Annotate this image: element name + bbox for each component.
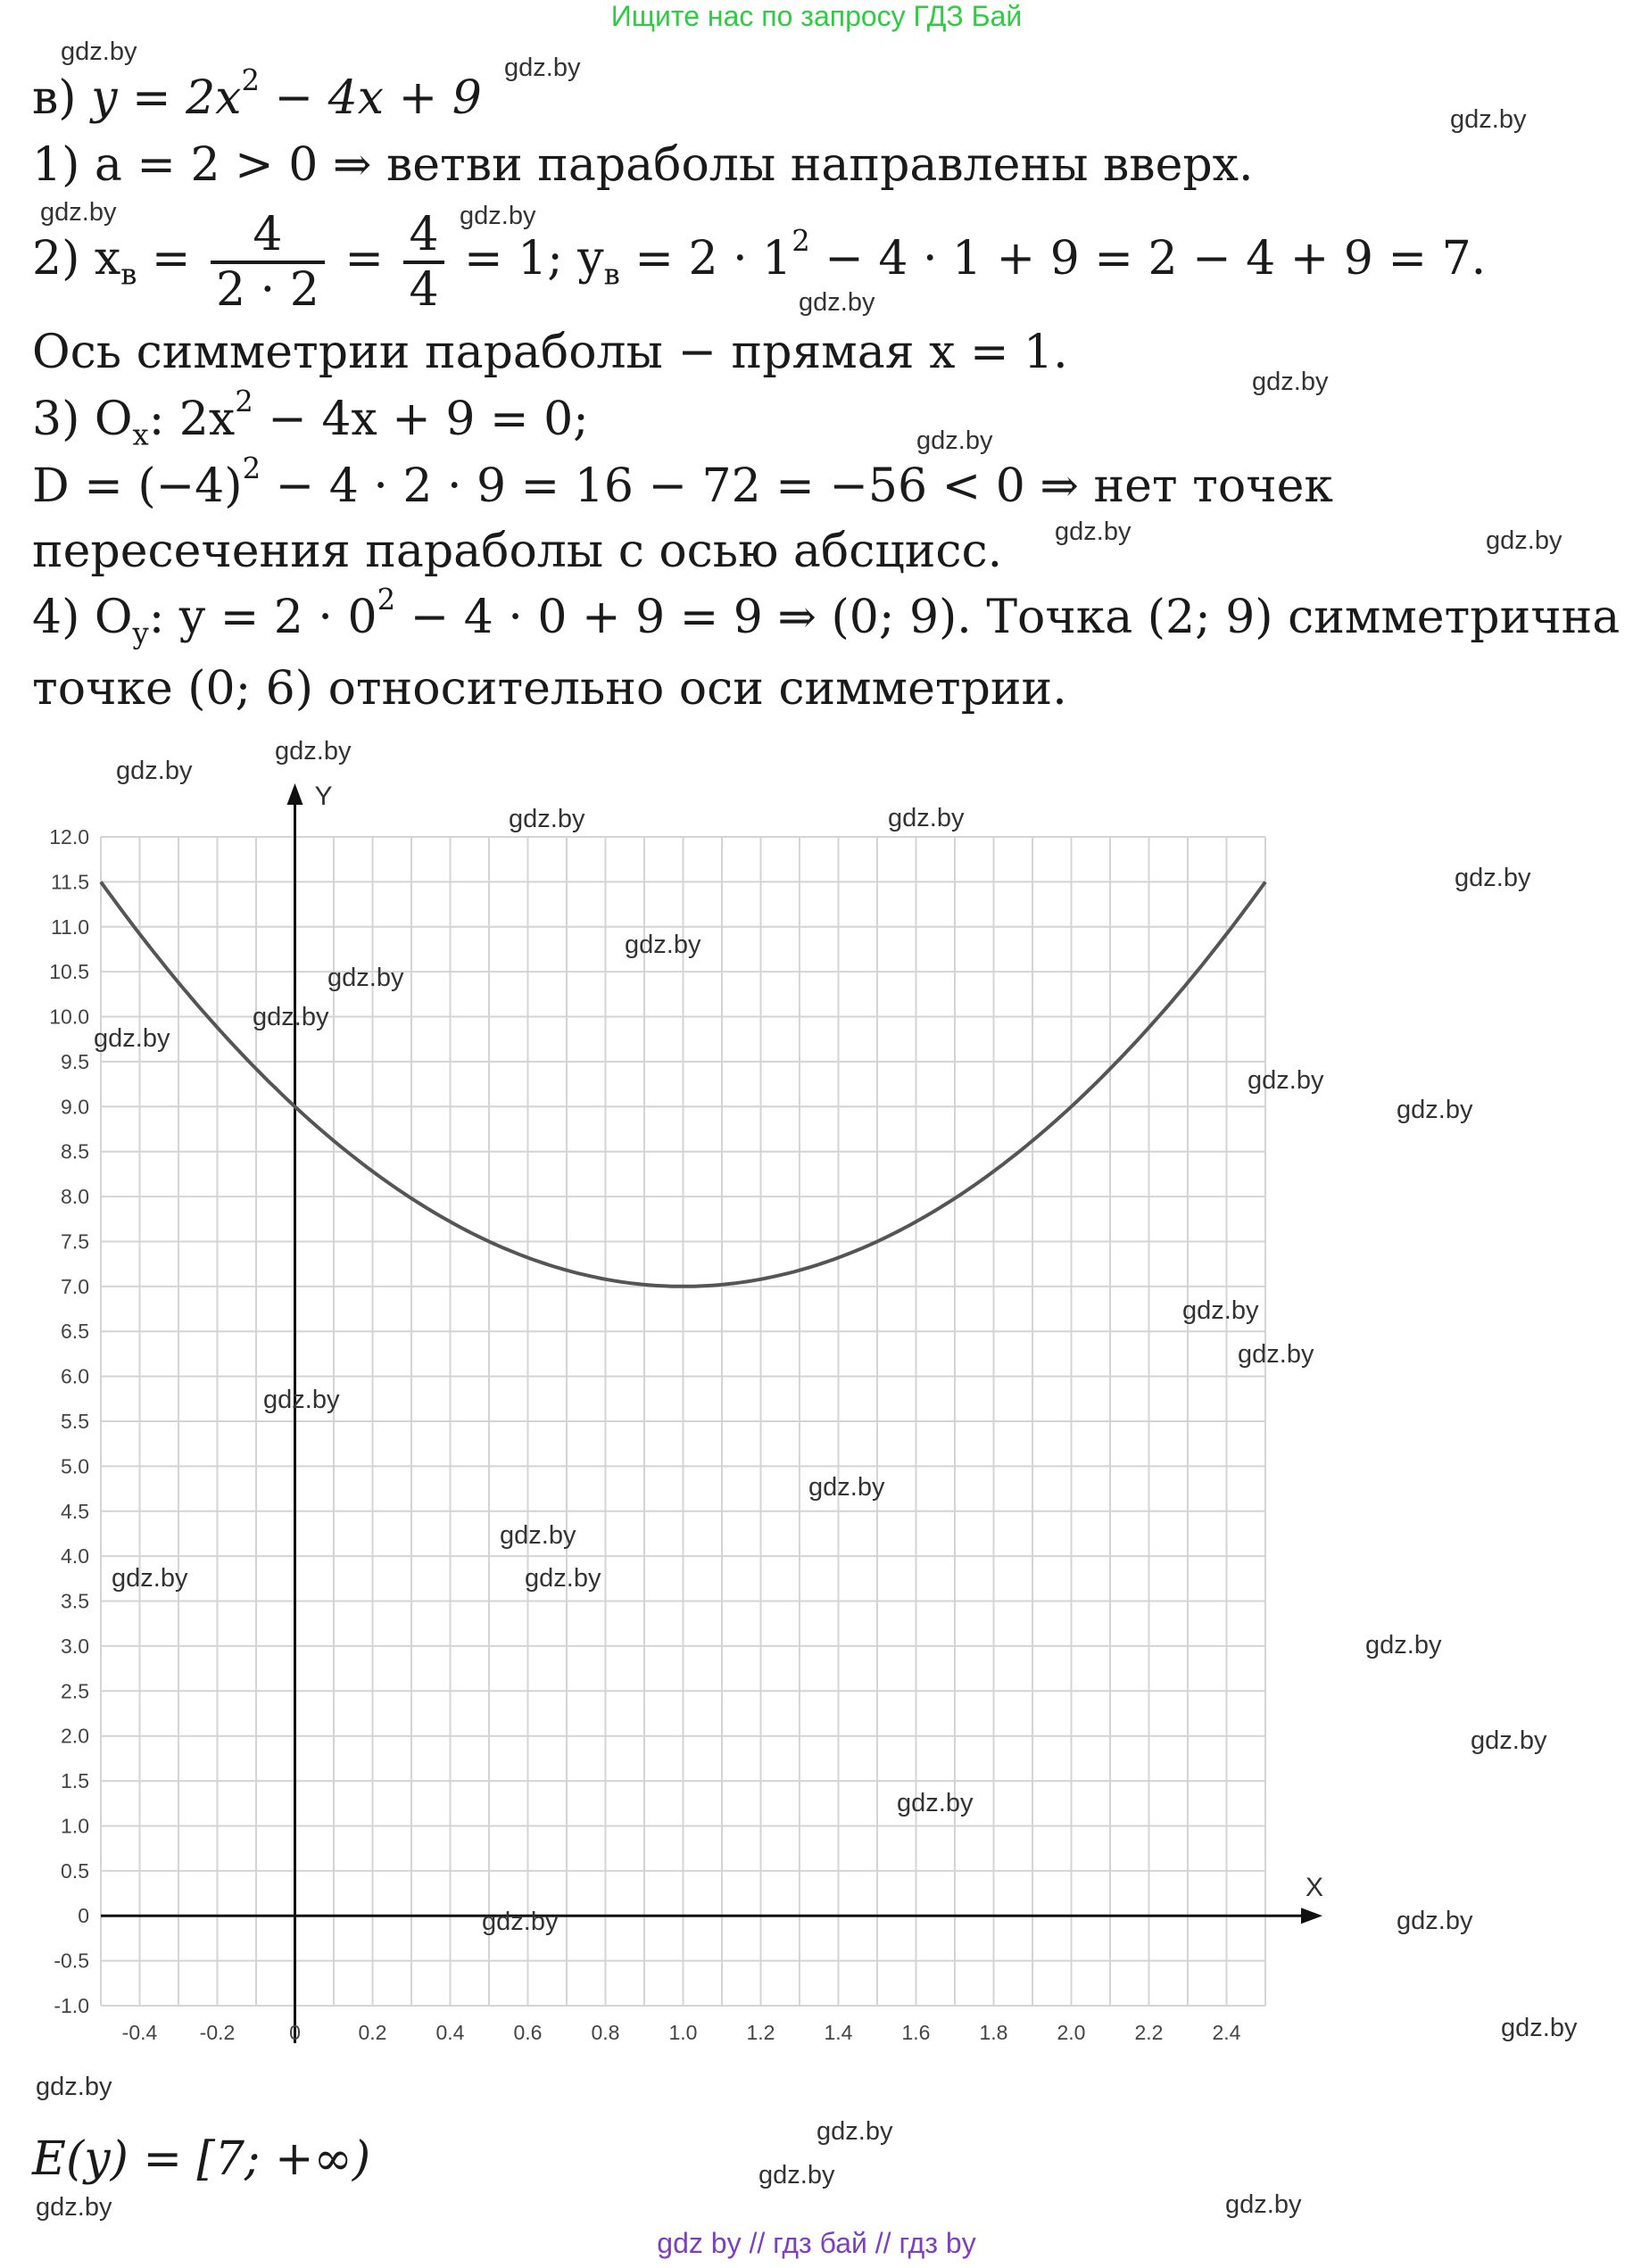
y-tick-label: 0.5 [61, 1858, 89, 1883]
watermark-text: gdz.by [112, 1564, 188, 1593]
watermark-text: gdz.by [1055, 517, 1131, 546]
x-tick-label: 0.8 [591, 2021, 620, 2044]
watermark-text: gdz.by [509, 805, 585, 833]
exponent: 2 [792, 224, 810, 259]
watermark-text: gdz.by [808, 1473, 885, 1502]
y-tick-label: 0 [78, 1904, 89, 1928]
y-axis-label: Y [314, 782, 333, 811]
no-intersection-line: пересечения параболы с осью абсцисс. [32, 525, 1003, 578]
watermark-text: gdz.by [888, 804, 965, 832]
y-tick-label: -1.0 [54, 1994, 89, 2017]
watermark-text: gdz.by [116, 757, 193, 785]
y-tick-label: 9.0 [61, 1095, 89, 1119]
parabola-chart [0, 767, 1633, 2052]
watermark-text: gdz.by [1252, 368, 1329, 396]
range-answer [32, 2132, 370, 2186]
axis-of-symmetry-line: Ось симметрии параболы − прямая x = 1. [32, 326, 1068, 379]
ox-label: 3) O [32, 393, 133, 446]
y-tick-label: 5.0 [61, 1454, 89, 1478]
range-text: E(y) = [7; +∞) [32, 2132, 371, 2186]
watermark-text: gdz.by [1182, 1296, 1259, 1325]
step-2-line [32, 201, 1486, 317]
y-tick-label: 12.0 [49, 825, 89, 848]
fraction-1-den: 2 · 2 [216, 262, 319, 317]
watermark-text: gdz.by [758, 2161, 835, 2189]
watermark-text: gdz.by [1455, 864, 1531, 892]
watermark-text: gdz.by [36, 2193, 112, 2222]
task-line-function [32, 63, 482, 125]
x-tick-label: 2.2 [1134, 2021, 1164, 2044]
watermark-text: gdz.by [897, 1789, 974, 1817]
y-tick-label: 10.0 [49, 1005, 89, 1029]
x-tick-label: 1.2 [746, 2021, 775, 2044]
vertex-y-result: − 4 · 1 + 9 = 2 − 4 + 9 = 7. [809, 232, 1487, 286]
y-tick-label: 1.5 [61, 1769, 89, 1793]
discriminant-rest: − 4 · 2 · 9 = 16 − 72 = −56 < 0 ⇒ нет точек [261, 459, 1333, 513]
y-tick-label: 10.5 [49, 960, 89, 984]
y-tick-label: 6.5 [61, 1320, 89, 1344]
y-tick-label: 3.0 [61, 1634, 89, 1658]
y-tick-label: 3.5 [61, 1589, 89, 1613]
y-tick-label: 1.0 [61, 1814, 89, 1838]
x-tick-label: 2.4 [1212, 2021, 1241, 2044]
watermark-text: gdz.by [504, 54, 581, 82]
watermark-text: gdz.by [1365, 1631, 1442, 1660]
discriminant-line [32, 451, 1333, 513]
exponent: 2 [241, 63, 261, 98]
y-tick-label: 2.0 [61, 1724, 89, 1748]
x-axis-label: X [1306, 1873, 1324, 1903]
eq-sign: = [137, 232, 206, 286]
x-tick-label: 1.6 [901, 2021, 931, 2044]
watermark-text: gdz.by [916, 426, 993, 455]
oy-eq-rest: − 4 · 0 + 9 = 9 ⇒ (0; 9). Точка (2; 9) симметрична [395, 591, 1621, 644]
y-tick-label: 4.5 [61, 1499, 89, 1523]
y-tick-label: 11.5 [50, 870, 89, 894]
x-tick-label: -0.2 [199, 2021, 236, 2044]
y-tick-label: 8.0 [61, 1185, 89, 1209]
ox-sub: x [132, 418, 149, 452]
top-banner: Ищите нас по запросу ГДЗ Бай [610, 0, 1023, 32]
y-tick-label: 11.0 [50, 915, 89, 939]
y-tick-label: 5.5 [61, 1410, 89, 1433]
watermark-text: gdz.by [61, 37, 137, 66]
watermark-text: gdz.by [275, 737, 352, 766]
ox-eq: : 2x [148, 393, 236, 446]
step-4-line [32, 583, 1621, 650]
y-tick-label: 7.0 [61, 1274, 89, 1298]
watermark-text: gdz.by [1501, 2014, 1578, 2042]
watermark-text: gdz.by [1486, 526, 1563, 555]
watermark-text: gdz.by [1450, 105, 1527, 134]
watermark-text: gdz.by [253, 1003, 329, 1031]
step-3-line [32, 385, 589, 452]
function-rhs: − 4x + 9 [260, 71, 482, 125]
watermark-text: gdz.by [482, 1908, 559, 1936]
x-tick-label: 0.2 [358, 2021, 387, 2044]
exponent: 2 [377, 583, 396, 617]
watermark-text: gdz.by [1238, 1340, 1314, 1369]
bottom-links: gdz by // гдз бай // гдз by [657, 2227, 976, 2259]
y-tick-label: 9.5 [61, 1049, 89, 1073]
vertex-x-label: 2) x [32, 232, 121, 286]
x-tick-label: 1.4 [824, 2021, 853, 2044]
symmetry-point-line: точке (0; 6) относительно оси симметрии. [32, 662, 1067, 716]
vertex-y-calc: = 2 · 1 [619, 232, 792, 286]
watermark-text: gdz.by [1248, 1066, 1324, 1095]
ox-eq-rest: − 4x + 9 = 0; [253, 393, 589, 446]
exponent: 2 [235, 385, 253, 419]
watermark-text: gdz.by [36, 2073, 112, 2101]
watermark-text: gdz.by [525, 1564, 601, 1593]
step-1-line: 1) a = 2 > 0 ⇒ ветви параболы направлены вверх. [32, 138, 1254, 192]
watermark-text: gdz.by [799, 288, 875, 317]
fraction-1 [211, 209, 325, 316]
oy-eq: : y = 2 · 0 [148, 591, 377, 644]
y-tick-label: 4.0 [61, 1544, 89, 1569]
watermark-text: gdz.by [1471, 1726, 1547, 1755]
y-axis-arrow-icon [287, 783, 303, 805]
exponent: 2 [242, 451, 261, 486]
x-tick-label: 1.8 [979, 2021, 1008, 2044]
x-tick-label: 1.0 [668, 2021, 698, 2044]
watermark-text: gdz.by [327, 964, 404, 992]
watermark-text: gdz.by [94, 1024, 170, 1053]
oy-sub: y [132, 616, 149, 650]
y-tick-label: 8.5 [61, 1139, 89, 1163]
watermark-text: gdz.by [40, 198, 117, 227]
vertex-sub: в [603, 257, 620, 292]
fraction-2-num: 4 [403, 209, 443, 264]
fraction-2-den: 4 [409, 262, 439, 317]
y-tick-label: 2.5 [61, 1679, 89, 1703]
y-tick-label: 7.5 [61, 1229, 89, 1254]
x-tick-label: -0.4 [121, 2021, 158, 2044]
vertex-sub: в [120, 257, 137, 292]
y-tick-label: 6.0 [61, 1364, 89, 1388]
x-tick-label: 0.4 [435, 2021, 465, 2044]
vertex-y-label: = 1; y [449, 232, 604, 286]
watermark-text: gdz.by [1225, 2190, 1302, 2219]
function-lhs: y = 2x [91, 71, 242, 125]
watermark-text: gdz.by [816, 2117, 893, 2146]
watermark-text: gdz.by [1397, 1907, 1473, 1935]
watermark-text: gdz.by [500, 1521, 576, 1550]
discriminant-a: D = (−4) [32, 459, 243, 513]
x-axis-arrow-icon [1301, 1908, 1322, 1924]
x-tick-label: 2.0 [1057, 2021, 1086, 2044]
watermark-text: gdz.by [1397, 1096, 1473, 1124]
fraction-1-num: 4 [211, 209, 325, 264]
y-tick-label: -0.5 [54, 1949, 89, 1973]
x-tick-label: 0 [289, 2021, 301, 2044]
oy-label: 4) O [32, 591, 133, 644]
watermark-text: gdz.by [625, 931, 701, 959]
fraction-2 [403, 209, 443, 316]
task-label: в) [32, 71, 92, 125]
x-tick-label: 0.6 [513, 2021, 543, 2044]
watermark-text: gdz.by [263, 1386, 340, 1414]
watermark-text: gdz.by [460, 202, 536, 230]
eq-sign: = [329, 232, 399, 286]
